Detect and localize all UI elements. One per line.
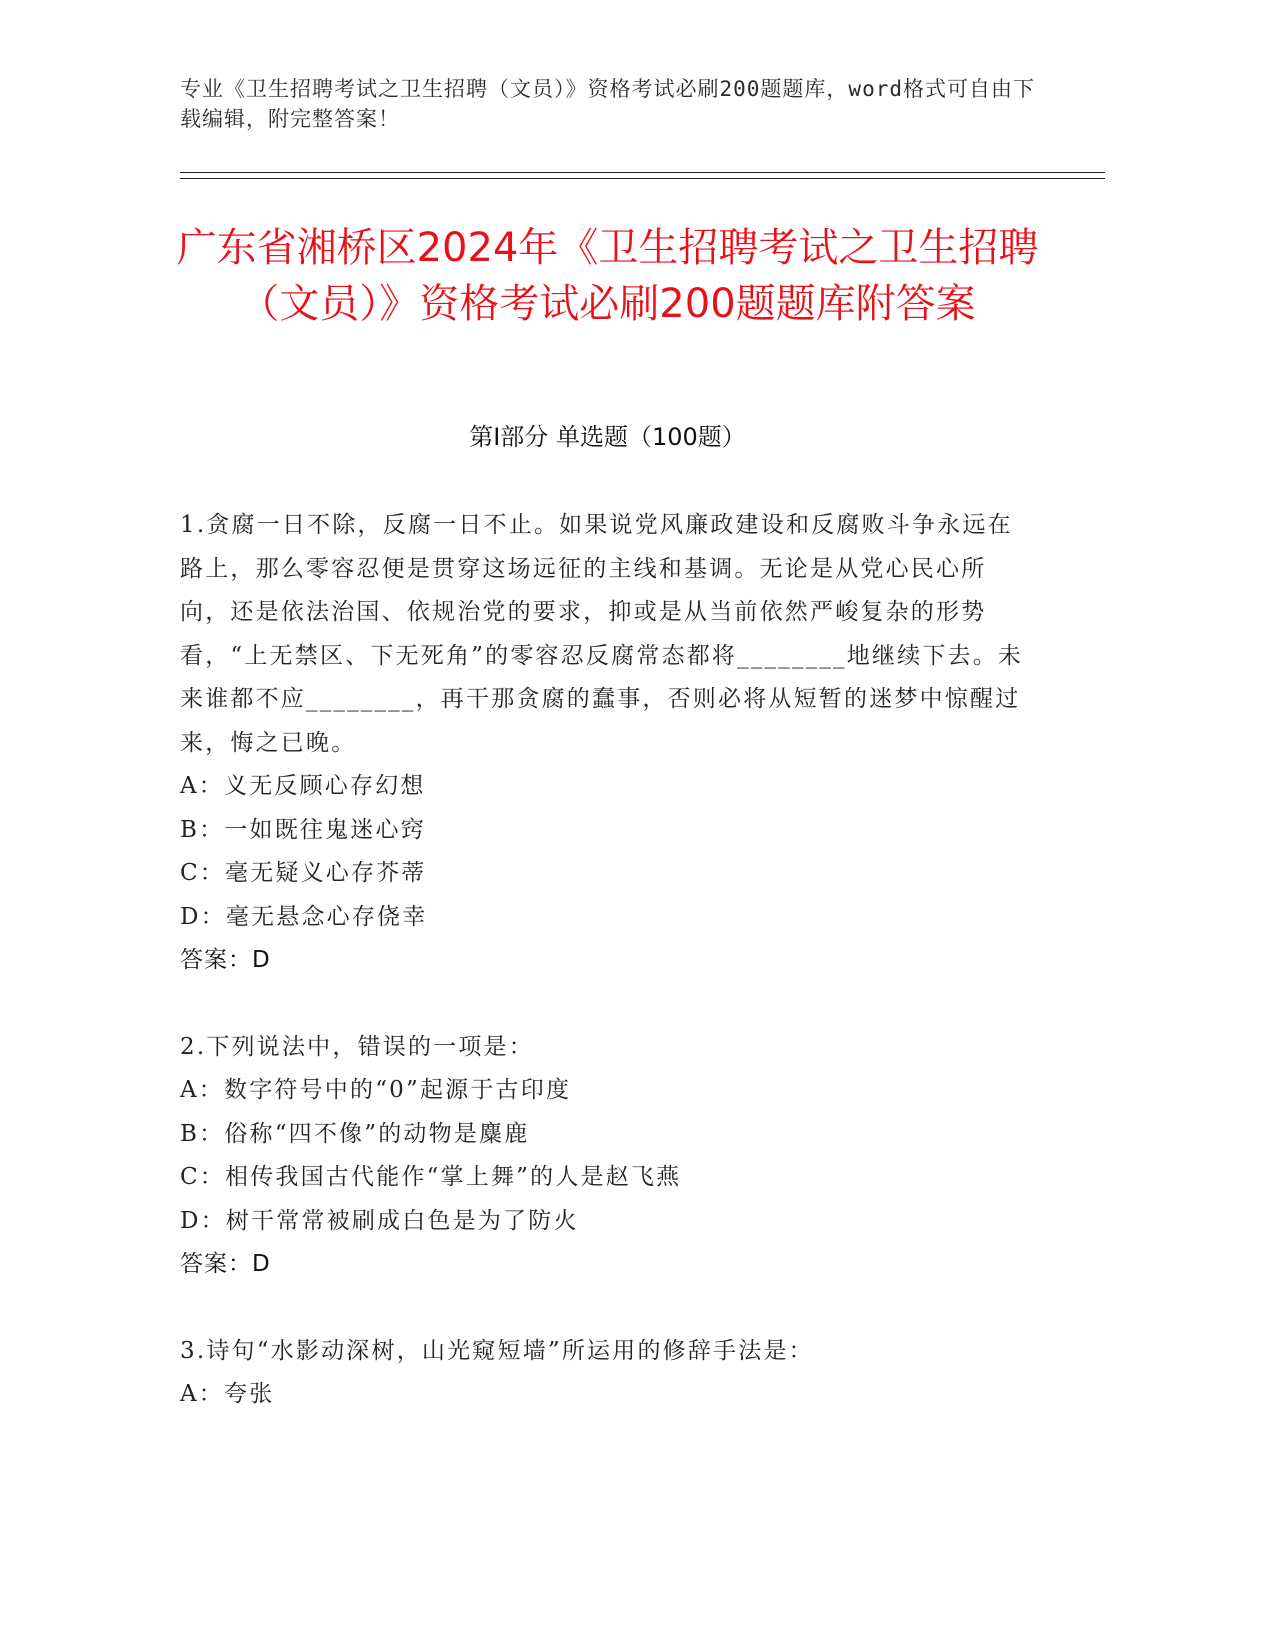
- page-header-note: 专业《卫生招聘考试之卫生招聘（文员）》资格考试必刷200题题库，word格式可自由下载编辑，附完整答案！: [180, 77, 1035, 131]
- option-c: C：毫无疑义心存芥蒂: [180, 860, 427, 886]
- question-stem: 3.诗句“水影动深树，山光窥短墙”所运用的修辞手法是：: [180, 1337, 814, 1364]
- option-d: D：毫无悬念心存侥幸: [180, 903, 428, 930]
- question-2: [180, 1026, 1025, 1287]
- question-3: [180, 1330, 1025, 1417]
- question-stem: 2.下列说法中，错误的一项是：: [180, 1033, 534, 1060]
- option-c: C：相传我国古代能作“掌上舞”的人是赵飞燕: [180, 1164, 682, 1190]
- question-list: [180, 504, 1025, 1460]
- answer: 答案：D: [180, 1251, 271, 1277]
- section-title: 第Ⅰ部分 单选题（100题）: [469, 423, 746, 451]
- option-a: A：夸张: [180, 1381, 275, 1407]
- header-divider-bottom: [180, 178, 1105, 179]
- option-a: A：数字符号中的“0”起源于古印度: [180, 1077, 572, 1103]
- option-d: D：树干常常被刷成白色是为了防火: [180, 1207, 579, 1234]
- header-divider-top: [180, 172, 1105, 173]
- question-stem: 1.贪腐一日不除，反腐一日不止。如果说党风廉政建设和反腐败斗争永远在路上，那么零容忍便是贯穿这场远征的主线和基调。无论是从党心民心所向，还是依法治国、依规治党的要求，抑或是从当前依然严峻复杂的形势看，“上无禁区、下无死角”的零容忍反腐常态都将________地继续下去。未来谁都不应________，再干那贪腐的蠢事，否则必将从短暂的迷梦中惊醒过来，悔之已晚。: [180, 512, 1024, 756]
- option-b: B：俗称“四不像”的动物是麋鹿: [180, 1120, 530, 1147]
- option-b: B：一如既往鬼迷心窍: [180, 816, 426, 843]
- option-a: A：义无反顾心存幻想: [180, 773, 426, 799]
- document-title: 广东省湘桥区2024年《卫生招聘考试之卫生招聘（文员）》资格考试必刷200题题库附答案: [176, 225, 1039, 327]
- answer: 答案：D: [180, 947, 271, 973]
- question-1: [180, 504, 1025, 983]
